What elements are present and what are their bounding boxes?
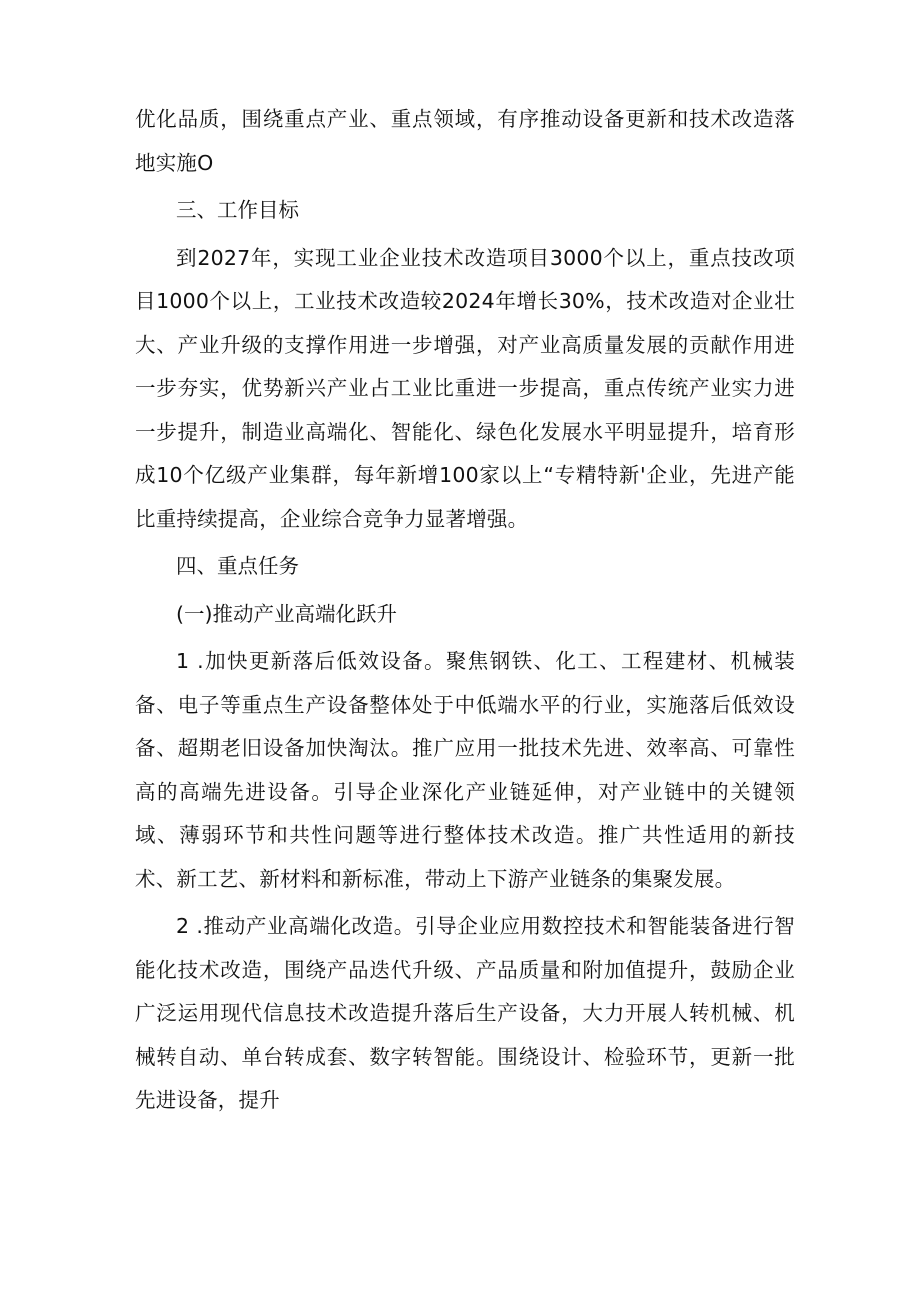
paragraph-continuation: 优化品质，围绕重点产业、重点领域，有序推动设备更新和技术改造落地实施O	[135, 107, 795, 175]
section-heading-work-goals: 三、工作目标	[176, 198, 299, 222]
document-body	[135, 98, 795, 1123]
section-heading-key-tasks: 四、重点任务	[176, 554, 299, 578]
subsection-heading-high-end: (一)推动产业高端化跃升	[176, 601, 397, 626]
paragraph-task-2: 2 .推动产业高端化改造。引导企业应用数控技术和智能装备进行智能化技术改造，围绕产品迭代升级、产品质量和附加值提升，鼓励企业广泛运用现代信息技术改造提升落后生产设备，大力开展人转机械、机械转自动、单台转成套、数字转智能。围绕设计、检验环节，更新一批先进设备，提升	[135, 914, 795, 1112]
paragraph-work-goals: 到2027年，实现工业企业技术改造项目3000个以上，重点技改项目1000个以上，工业技术改造较2024年增长30%，技术改造对企业壮大、产业升级的支撑作用进一步增强，对产业高质量发展的贡献作用进一步夯实，优势新兴产业占工业比重进一步提高，重点传统产业实力进一步提升，制造业高端化、智能化、绿色化发展水平明显提升，培育形成10个亿级产业集群，每年新增100家以上“专精特新'企业，先进产能比重持续提高，企业综合竞争力显著增强。	[135, 245, 795, 531]
paragraph-task-1: 1 .加快更新落后低效设备。聚焦钢铁、化工、工程建材、机械装备、电子等重点生产设备整体处于中低端水平的行业，实施落后低效设备、超期老旧设备加快淘汰。推广应用一批技术先进、效率高、可靠性高的高端先进设备。引导企业深化产业链延伸，对产业链中的关键领域、薄弱环节和共性问题等进行整体技术改造。推广共性适用的新技术、新工艺、新材料和新标准，带动上下游产业链条的集聚发展。	[135, 649, 795, 891]
